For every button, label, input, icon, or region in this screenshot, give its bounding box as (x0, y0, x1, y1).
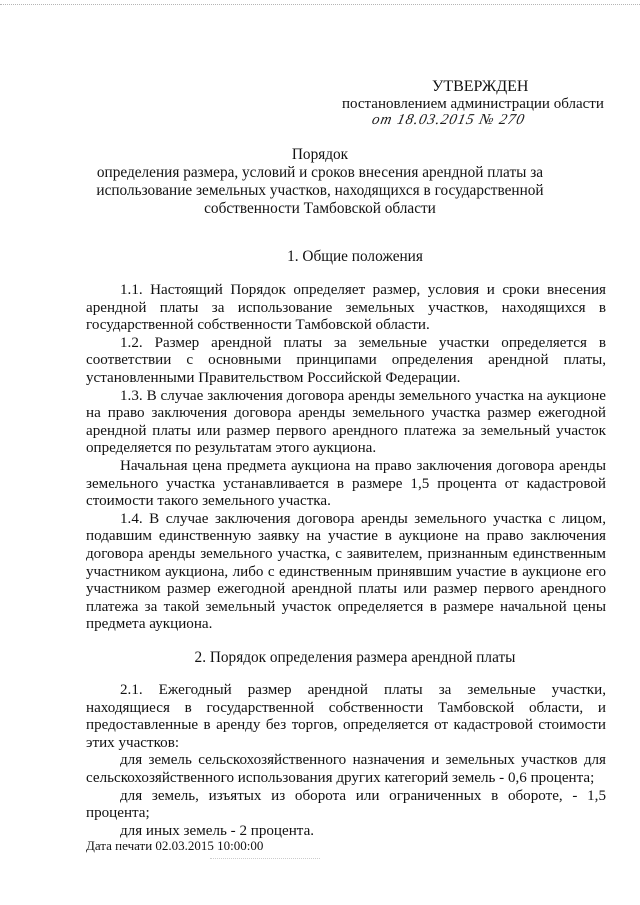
scan-edge-artifact (0, 4, 640, 9)
approval-authority: постановлением администрации области (342, 96, 604, 112)
paragraph-2-1: 2.1. Ежегодный размер арендной платы за земельные участки, находящиеся в государственной собственности Тамбовской области, и предоставленные в аренду без торгов, определяется от кадастровой стоимости этих участков: (86, 682, 606, 751)
approval-title: УТВЕРЖДЕН (432, 78, 529, 95)
paragraph-1-4: 1.4. В случае заключения договора аренды земельного участка с лицом, подавшим единственную заявку на участие в аукционе на право заключения договора аренды земельного участка, с заявителем, признанным единственным участником аукциона, либо с единственным принявшим участие в аукционе его участником размер ежегодной арендной платы или размер первого арендного платежа за такой земельный участок определяется в размере начальной цены предмета аукциона. (86, 510, 606, 633)
section-1-heading: 1. Общие положения (287, 248, 423, 265)
section-2-heading: 2. Порядок определения размера арендной платы (194, 649, 516, 666)
print-date: Дата печати 02.03.2015 10:00:00 (86, 838, 264, 853)
document-subtitle: определения размера, условий и сроков внесения арендной платы за использование земельных участков, находящихся в государственной собственности Тамбовской области (96, 164, 544, 217)
paragraph-2-1-agricultural: для земель сельскохозяйственного назначения и земельных участков для сельскохозяйственного использования других категорий земель - 0,6 процента; (86, 752, 606, 786)
paragraph-2-1-restricted: для земель, изъятых из оборота или ограниченных в обороте, - 1,5 процента; (86, 787, 606, 822)
section-2-body (86, 682, 606, 840)
handwritten-date-number: от 18.03.2015 № 270 (370, 112, 527, 128)
paragraph-1-2: 1.2. Размер арендной платы за земельные участки определяется в соответствии с основными принципами определения арендной платы, установленными Правительством Российской Федерации. (86, 334, 606, 386)
document-title-block (40, 146, 600, 218)
document-title: Порядок (291, 146, 349, 163)
paragraph-1-1: 1.1. Настоящий Порядок определяет размер, условия и сроки внесения арендной платы за использование земельных участков, находящихся в государственной собственности Тамбовской области. (86, 282, 606, 334)
paragraph-1-3-start-price: Начальная цена предмета аукциона на право заключения договора аренды земельного участка устанавливается в размере 1,5 процента от кадастровой стоимости такого земельного участка. (86, 457, 606, 510)
scan-bottom-artifact (210, 858, 320, 859)
paragraph-2-1-other: для иных земель - 2 процента. (120, 822, 315, 839)
paragraph-1-3: 1.3. В случае заключения договора аренды земельного участка на аукционе на право заключения договора аренды земельного участка размер ежегодной арендной платы или размер первого арендного платежа за земельный участок определяется по результатам этого аукциона. (86, 387, 606, 457)
section-1-body (86, 282, 606, 634)
